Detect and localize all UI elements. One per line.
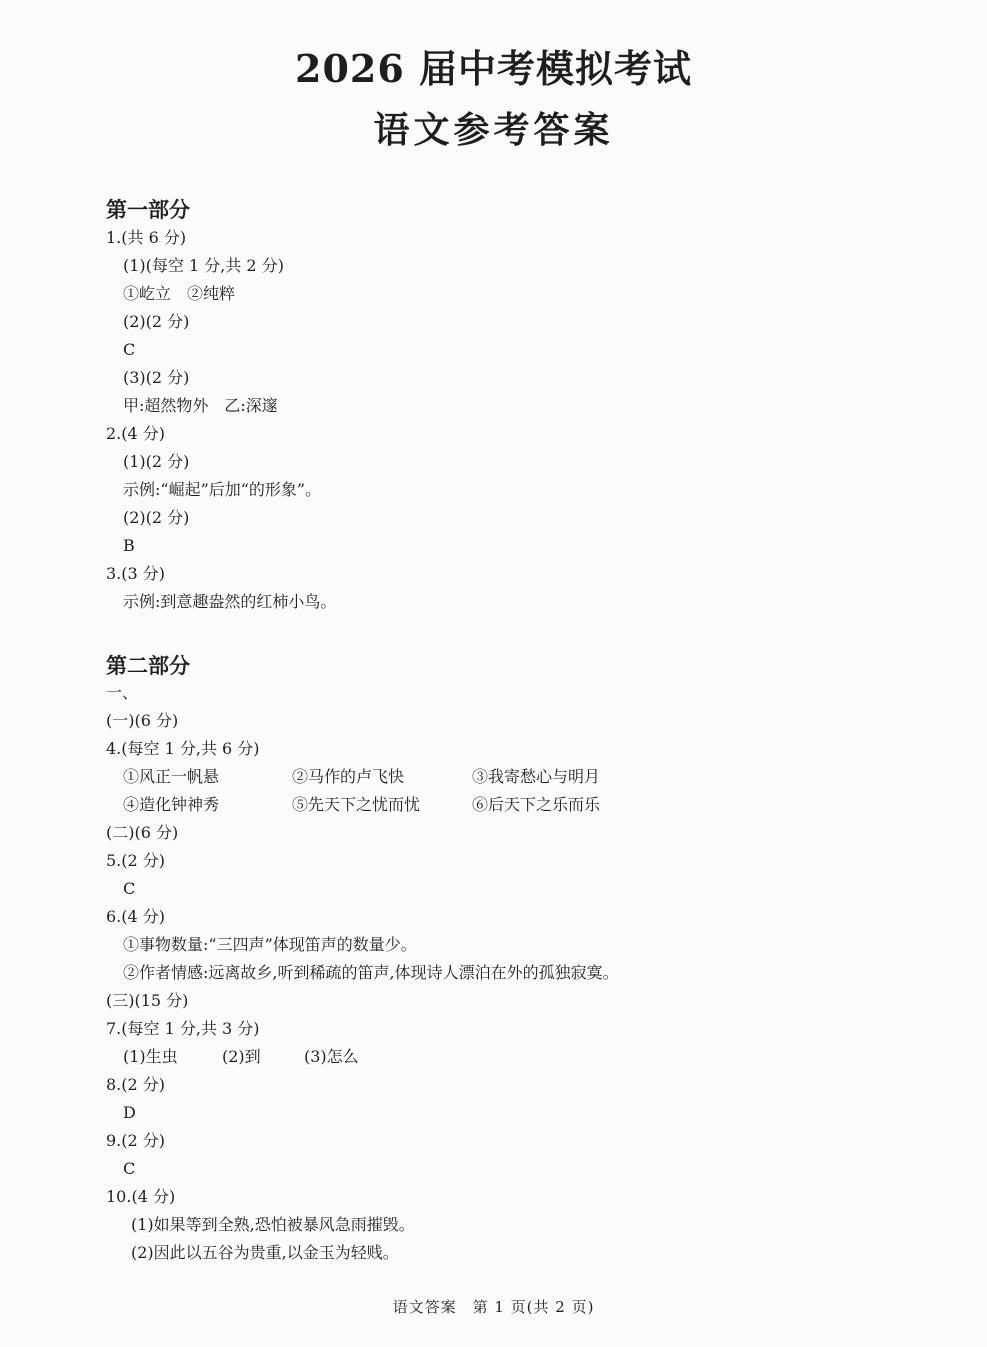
answer-line: 示例:到意趣盎然的红柿小鸟。	[123, 592, 337, 611]
exam-subtitle: 语文参考答案	[373, 109, 614, 151]
answer-line: 2.(4 分)	[106, 424, 166, 443]
answer-line: 5.(2 分)	[106, 851, 166, 870]
answer-line: ①屹立 ②纯粹	[123, 284, 236, 303]
part1-heading: 第一部分	[106, 198, 190, 222]
answer-line: 一、	[106, 683, 139, 702]
answer-line: (1)如果等到全熟,恐怕被暴风急雨摧毁。	[131, 1215, 415, 1234]
answer-line: D	[123, 1103, 136, 1122]
grid-cell: ⑤先天下之忧而忧	[292, 795, 421, 814]
answer-line: 1.(共 6 分)	[106, 228, 187, 247]
grid-cell: ⑥后天下之乐而乐	[472, 795, 601, 814]
answer-line: (1)(每空 1 分,共 2 分)	[123, 256, 284, 275]
answer-line: (二)(6 分)	[106, 823, 179, 842]
answer-line: (3)(2 分)	[123, 368, 190, 387]
answer-line: (三)(15 分)	[106, 991, 189, 1010]
grid-cell: ②马作的卢飞快	[292, 767, 405, 786]
exam-title: 2026 届中考模拟考试	[295, 46, 692, 91]
answer-line: B	[123, 536, 135, 555]
q7-answer: (1)生虫	[123, 1047, 178, 1066]
q7-answer: (2)到	[222, 1047, 261, 1066]
part2-heading: 第二部分	[106, 654, 190, 678]
answer-line: ①事物数量:“三四声”体现笛声的数量少。	[123, 935, 417, 954]
answer-line: 6.(4 分)	[106, 907, 166, 926]
answer-line: C	[123, 340, 136, 359]
answer-line: (2)(2 分)	[123, 508, 190, 527]
answer-line: (2)(2 分)	[123, 312, 190, 331]
grid-cell: ③我寄愁心与明月	[472, 767, 601, 786]
answer-line: ②作者情感:远离故乡,听到稀疏的笛声,体现诗人漂泊在外的孤独寂寞。	[123, 963, 619, 982]
answer-line: 10.(4 分)	[106, 1187, 176, 1206]
grid-cell: ①风正一帆悬	[123, 767, 220, 786]
answer-line: C	[123, 1159, 136, 1178]
answer-line: 9.(2 分)	[106, 1131, 166, 1150]
answer-line: 7.(每空 1 分,共 3 分)	[106, 1019, 260, 1038]
answer-line: 甲:超然物外 乙:深邃	[123, 396, 278, 415]
answer-line: 4.(每空 1 分,共 6 分)	[106, 739, 260, 758]
answer-line: (2)因此以五谷为贵重,以金玉为轻贱。	[131, 1243, 399, 1262]
answer-line: 8.(2 分)	[106, 1075, 166, 1094]
answer-line: 示例:“崛起”后加“的形象”。	[123, 480, 322, 499]
grid-cell: ④造化钟神秀	[123, 795, 220, 814]
answer-line: C	[123, 879, 136, 898]
page-footer: 语文答案 第 1 页(共 2 页)	[392, 1298, 595, 1316]
answer-line: (一)(6 分)	[106, 711, 179, 730]
answer-line: (1)(2 分)	[123, 452, 190, 471]
q7-answer: (3)怎么	[304, 1047, 359, 1066]
answer-line: 3.(3 分)	[106, 564, 166, 583]
